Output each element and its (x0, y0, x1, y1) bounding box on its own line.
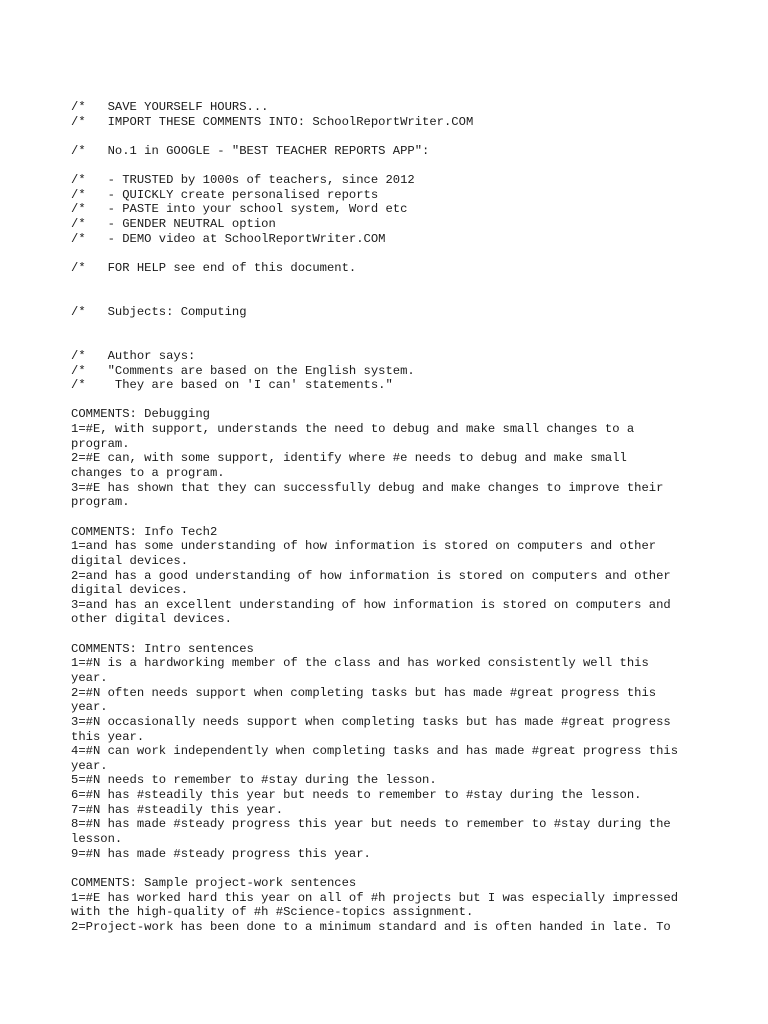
text-line: with the high-quality of #h #Science-topics assignment. (71, 905, 474, 920)
text-line: 1=#E, with support, understands the need to debug and make small changes to a (71, 422, 635, 437)
text-line: 5=#N needs to remember to #stay during the lesson. (71, 773, 437, 788)
text-line: 2=#E can, with some support, identify where #e needs to debug and make small (71, 451, 627, 466)
text-line: year. (71, 670, 108, 685)
blank-line (71, 129, 761, 144)
text-line: program. (71, 495, 130, 510)
text-line: /* Subjects: Computing (71, 304, 247, 319)
text-line: lesson. (71, 832, 123, 847)
text-line: /* - DEMO video at SchoolReportWriter.COM (71, 231, 386, 246)
blank-line (71, 393, 761, 408)
text-line: 7=#N has #steadily this year. (71, 802, 284, 817)
text-line: 1=#E has worked hard this year on all of #h projects but I was especially impressed (71, 890, 679, 905)
text-line: year. (71, 700, 108, 715)
text-line: /* Author says: (71, 348, 196, 363)
text-line: /* IMPORT THESE COMMENTS INTO: SchoolReportWriter.COM (71, 114, 474, 129)
text-line: 2=#N often needs support when completing tasks but has made #great progress this (71, 685, 657, 700)
blank-line (71, 159, 761, 174)
text-line: /* They are based on 'I can' statements." (71, 378, 393, 393)
text-line: COMMENTS: Intro sentences (71, 641, 254, 656)
text-line: 2=Project-work has been done to a minimum standard and is often handed in late. To (71, 919, 671, 934)
text-line: this year. (71, 729, 145, 744)
text-line: 2=and has a good understanding of how information is stored on computers and other (71, 568, 671, 583)
text-line: /* - GENDER NEUTRAL option (71, 217, 276, 232)
blank-line (71, 290, 761, 305)
text-line: COMMENTS: Info Tech2 (71, 524, 218, 539)
text-line: program. (71, 436, 130, 451)
text-line: 3=#E has shown that they can successfully debug and make changes to improve their (71, 480, 664, 495)
text-line: 1=#N is a hardworking member of the class and has worked consistently well this (71, 656, 649, 671)
text-line: 8=#N has made #steady progress this year but needs to remember to #stay during the (71, 817, 671, 832)
blank-line (71, 334, 761, 349)
text-line: /* - QUICKLY create personalised reports (71, 187, 379, 202)
text-line: other digital devices. (71, 612, 232, 627)
text-line: changes to a program. (71, 466, 225, 481)
text-line: /* No.1 in GOOGLE - "BEST TEACHER REPORTS APP": (71, 143, 430, 158)
text-line: 4=#N can work independently when completing tasks and has made #great progress this (71, 744, 679, 759)
text-line: year. (71, 758, 108, 773)
blank-line (71, 627, 761, 642)
text-line: COMMENTS: Debugging (71, 407, 210, 422)
text-line: /* "Comments are based on the English system. (71, 363, 415, 378)
text-line: COMMENTS: Sample project-work sentences (71, 875, 357, 890)
text-line: /* SAVE YOURSELF HOURS... (71, 100, 269, 114)
blank-line (71, 510, 761, 525)
text-line: 6=#N has #steadily this year but needs to remember to #stay during the lesson. (71, 788, 642, 803)
text-line: /* - TRUSTED by 1000s of teachers, since 2012 (71, 173, 415, 188)
text-line: 9=#N has made #steady progress this year. (71, 846, 371, 861)
text-line: digital devices. (71, 553, 189, 568)
text-line: 3=and has an excellent understanding of how information is stored on computers and (71, 597, 671, 612)
blank-line (71, 320, 761, 335)
document-text (71, 100, 761, 935)
text-line: /* - PASTE into your school system, Word etc (71, 202, 408, 217)
text-line: /* FOR HELP see end of this document. (71, 261, 357, 276)
text-line: 1=and has some understanding of how information is stored on computers and other (71, 539, 657, 554)
text-line: digital devices. (71, 583, 189, 598)
blank-line (71, 276, 761, 291)
blank-line (71, 246, 761, 261)
text-line: 3=#N occasionally needs support when completing tasks but has made #great progress (71, 714, 671, 729)
blank-line (71, 861, 761, 876)
